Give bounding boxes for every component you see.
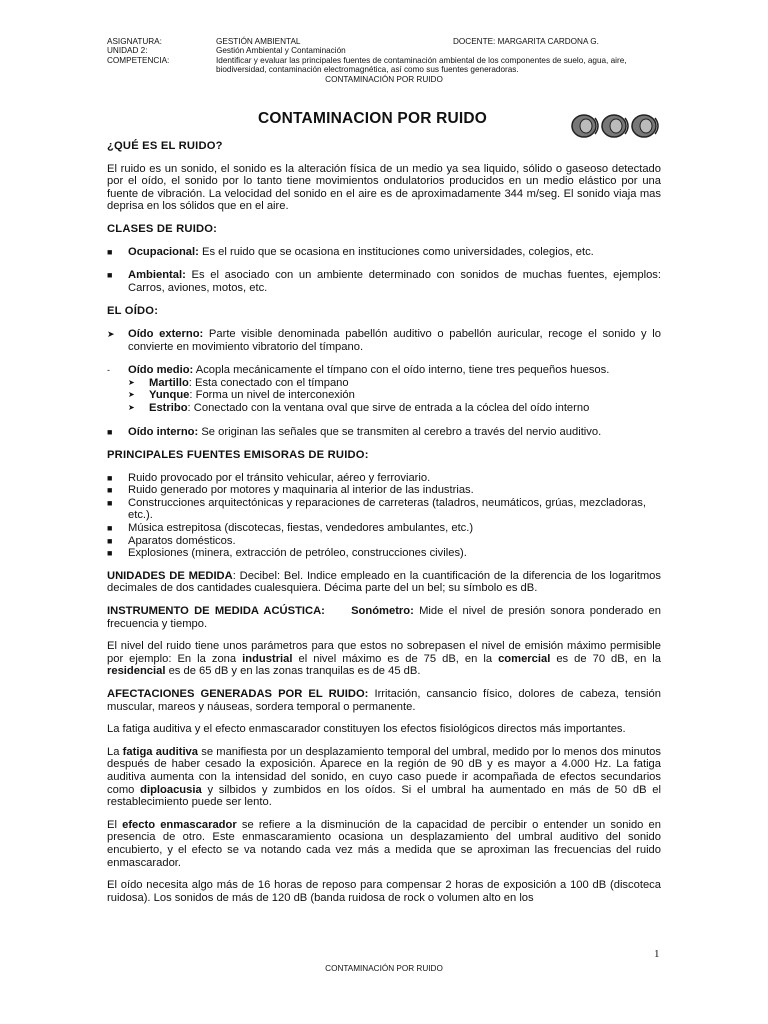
text-oido-externo: Parte visible denominada pabellón auditivo o pabellón auricular, recoge el sonido y lo convierte en movimiento vibratorio del tímpano. xyxy=(128,327,661,353)
unidad-value: Gestión Ambiental y Contaminación xyxy=(216,46,346,56)
dash-bullet-icon: - xyxy=(107,365,110,376)
text-segment: es de 65 dB y en las zonas tranquilas es de 45 dB. xyxy=(165,665,421,678)
text-segment: se refiere a la disminución de la capacidad de percibir o entender un sonido en presencia de otro. Este enmascaramiento ocasiona un desplazamiento del umbral auditivo del sonido encubierto, y el efecto se va notando cada vez más a medida que se aproximan las frecuencias del ruido enmascarador. xyxy=(107,818,661,869)
text-afectaciones: Irritación, cansancio físico, dolores de cabeza, tensión muscular, mareos y náuseas, sordera temporal o permanente. xyxy=(107,688,661,713)
term-yunque: Yunque xyxy=(149,389,190,402)
text-segment: El xyxy=(107,818,123,831)
list-item-text: Explosiones (minera, extracción de petróleo, construcciones civiles). xyxy=(128,547,467,560)
term-unidades: UNIDADES DE MEDIDA xyxy=(107,569,233,582)
section-heading-fuentes: PRINCIPALES FUENTES EMISORAS DE RUIDO: xyxy=(107,449,369,462)
bullet-icon: ■ xyxy=(107,548,113,559)
asignatura-value: GESTIÓN AMBIENTAL xyxy=(216,37,301,46)
section-heading-que-es: ¿QUÉ ES EL RUIDO? xyxy=(107,140,223,152)
text-segment: La xyxy=(107,745,123,758)
text-estribo: : Conectado con la ventana oval que sirve de entrada a la cóclea del oído interno xyxy=(187,401,590,414)
section-heading-oido: EL OÍDO: xyxy=(107,305,159,318)
list-item xyxy=(107,547,661,560)
term-efecto-enmascarador: efecto enmascarador xyxy=(122,818,237,831)
bullet-icon: ■ xyxy=(107,523,113,534)
text-ocupacional: Es el ruido que se ocasiona en instituciones como universidades, colegios, etc. xyxy=(198,245,594,258)
text-oido-interno: Se originan las señales que se transmiten al cerebro a través del nervio auditivo. xyxy=(198,425,602,438)
term-afectaciones: AFECTACIONES GENERADAS POR EL RUIDO: xyxy=(107,688,369,700)
list-item xyxy=(107,246,661,259)
term-martillo: Martillo xyxy=(149,376,189,389)
paragraph-fatiga xyxy=(107,746,661,809)
sources-list xyxy=(107,472,661,560)
paragraph-niveles xyxy=(107,640,661,678)
sub-item xyxy=(128,389,661,402)
term-ocupacional: Ocupacional: xyxy=(128,245,199,258)
paragraph-reposo: El oído necesita algo más de 16 horas de reposo para compensar 2 horas de exposición a 100 dB (discoteca ruidosa). Los sonidos de más de 120 dB (banda ruidosa de rock o volumen alto en los xyxy=(107,879,661,904)
text-segment: y silbidos y zumbidos en los oídos. Si el umbral ha aumentado en más de 50 dB el restablecimiento puede ser lento. xyxy=(107,783,662,809)
list-item xyxy=(107,535,661,548)
document-body xyxy=(107,140,661,914)
list-item-text: Ruido provocado por el tránsito vehicular, aéreo y ferroviario. xyxy=(128,471,431,484)
speaker-icon xyxy=(572,115,598,137)
paragraph-definicion: El ruido es un sonido, el sonido es la alteración física de un medio ya sea liquido, sólido o gaseoso detectado por el oído, el sonido por lo tanto tiene movimientos ondulatorios producidos en un medio elástico por una fuente de vibración. La velocidad del sonido en el aire es de aproximadamente 344 m/seg. El sonido viaja mas deprisa en los sólidos que en el aire. xyxy=(107,162,661,213)
list-item-text: Aparatos domésticos. xyxy=(128,534,236,547)
competencia-label: COMPETENCIA: xyxy=(107,55,170,65)
competencia-value: Identificar y evaluar las principales fuentes de contaminación ambiental de los componentes de suelo, agua, aire, biodiversidad, contaminación electromagnética, así como sus fuentes generadoras. xyxy=(216,55,627,75)
speaker-icon xyxy=(602,115,628,137)
term-sonometro: Sonómetro: xyxy=(351,605,414,618)
text-instrumento: Mide el nivel de presión sonora ponderado en frecuencia y tiempo. xyxy=(107,605,661,630)
text-segment: el nivel máximo es de 75 dB, en la xyxy=(292,652,499,665)
bullet-icon: ■ xyxy=(107,246,113,257)
term-diploacusia: diploacusia xyxy=(140,783,202,796)
list-item xyxy=(107,426,661,439)
list-item-text: Música estrepitosa (discotecas, fiestas, vendedores ambulantes, etc.) xyxy=(128,522,474,535)
bullet-icon: ■ xyxy=(107,497,113,508)
page-title: CONTAMINACION POR RUIDO xyxy=(258,110,488,127)
paragraph-efectos: La fatiga auditiva y el efecto enmascarador constituyen los efectos fisiológicos directos más importantes. xyxy=(107,723,626,736)
bullet-icon: ■ xyxy=(107,485,113,496)
term-ambiental: Ambiental: xyxy=(128,269,186,282)
term-oido-interno: Oído interno: xyxy=(128,425,199,438)
term-industrial: industrial xyxy=(242,652,293,665)
term-oido-externo: Oído externo: xyxy=(128,327,204,340)
sub-item xyxy=(128,377,661,390)
term-fatiga-auditiva: fatiga auditiva xyxy=(122,745,199,758)
term-oido-medio: Oído medio: xyxy=(128,364,194,377)
arrow-bullet-icon: ➤ xyxy=(128,402,135,412)
unidad-label: UNIDAD 2: xyxy=(107,46,148,56)
paragraph-instrumento xyxy=(107,605,661,630)
list-item xyxy=(107,472,661,485)
running-title: CONTAMINACIÓN POR RUIDO xyxy=(325,75,443,84)
list-item xyxy=(107,328,661,353)
text-segment: El nivel del ruido tiene unos parámetros para que estos no sobrepasen el nivel de emisión máximo permisible por ejemplo: En la zona xyxy=(107,640,661,665)
bullet-icon: ■ xyxy=(107,270,113,281)
bullet-icon: ■ xyxy=(107,426,113,437)
term-comercial: comercial xyxy=(498,652,551,665)
section-heading-clases: CLASES DE RUIDO: xyxy=(107,222,218,235)
speaker-icon xyxy=(632,115,658,137)
speakers-graphic xyxy=(568,110,664,142)
term-residencial: residencial xyxy=(107,665,166,678)
text-oido-medio: Acopla mecánicamente el tímpano con el oído interno, tiene tres pequeños huesos. xyxy=(193,364,610,377)
list-item xyxy=(107,269,661,294)
paragraph-afectaciones xyxy=(107,688,661,713)
arrow-bullet-icon: ➤ xyxy=(107,328,115,339)
list-item-text: Construcciones arquitectónicas y reparaciones de carreteras (taladros, neumáticos, grúas, mezcladoras, etc.). xyxy=(128,496,646,522)
list-item-text: Ruido generado por motores y maquinaria al interior de las industrias. xyxy=(128,484,474,497)
term-instrumento: INSTRUMENTO DE MEDIDA ACÚSTICA: xyxy=(107,605,325,618)
text-martillo: : Esta conectado con el tímpano xyxy=(188,376,349,389)
paragraph-enmascarador xyxy=(107,819,661,869)
asignatura-label: ASIGNATURA: xyxy=(107,37,162,46)
text-segment: se manifiesta por un desplazamiento temporal del umbral, medido por lo menos dos minutos después de haber cesado la exposición. Aparece en la región de 90 dB y es mayor a 4.000 Hz. La fatiga auditiva aumenta con la intensidad del sonido, en cuyo caso puede ir acompañada de efectos secundarios como xyxy=(107,745,661,796)
term-estribo: Estribo xyxy=(149,401,188,414)
page-number: 1 xyxy=(654,948,660,960)
document-header xyxy=(107,37,667,75)
text-unidades: : Decibel: Bel. Indice empleado en la cuantificación de la diferencia de los logaritmos decimales de dos cantidades cualesquiera. Décima parte del un bel; su símbolo es dB. xyxy=(107,569,661,595)
arrow-bullet-icon: ➤ xyxy=(128,390,135,400)
list-item xyxy=(107,497,661,522)
bullet-icon: ■ xyxy=(107,535,113,546)
list-item xyxy=(107,522,661,535)
list-item xyxy=(107,364,661,414)
text-ambiental: Es el asociado con un ambiente determinado con sonidos de muchas fuentes, ejemplos: Carros, aviones, motos, etc. xyxy=(128,269,661,294)
docente: DOCENTE: MARGARITA CARDONA G. xyxy=(453,37,599,46)
bullet-icon: ■ xyxy=(107,472,113,483)
arrow-bullet-icon: ➤ xyxy=(128,377,135,387)
sub-item xyxy=(128,402,661,415)
list-item xyxy=(107,484,661,497)
paragraph-unidades xyxy=(107,570,661,595)
page-footer: CONTAMINACIÓN POR RUIDO xyxy=(325,964,443,973)
text-yunque: : Forma un nivel de interconexión xyxy=(189,389,355,402)
text-segment: es de 70 dB, en la xyxy=(550,652,662,665)
